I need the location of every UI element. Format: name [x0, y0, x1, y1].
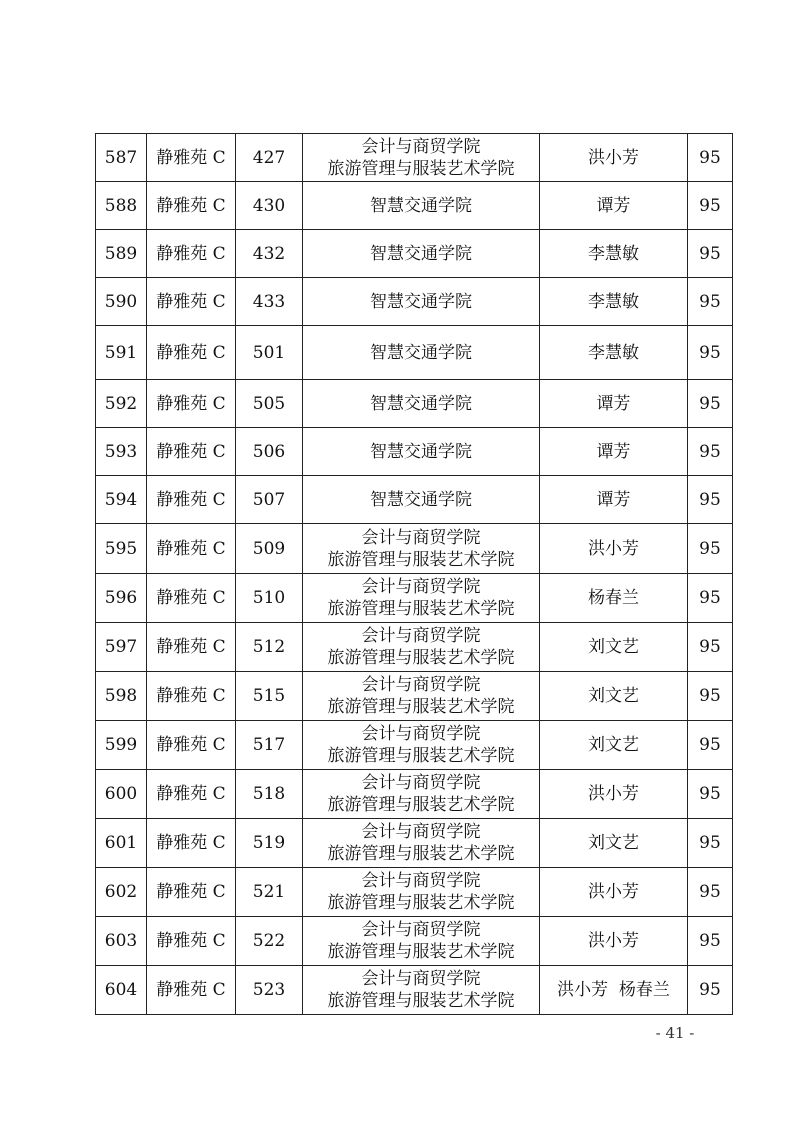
cell-college — [303, 672, 540, 721]
college-name: 旅游管理与服装艺术学院 — [327, 549, 515, 570]
cell-score: 95 — [688, 134, 733, 182]
cell-room: 430 — [236, 182, 303, 230]
cell-teacher: 洪小芳 — [540, 134, 688, 182]
college-name: 会计与商贸学院 — [361, 773, 481, 793]
college-name: 会计与商贸学院 — [361, 136, 481, 157]
cell-building: 静雅苑 C — [147, 868, 236, 917]
cell-number: 602 — [96, 868, 147, 917]
cell-teacher: 刘文艺 — [540, 721, 688, 770]
cell-teacher: 洪小芳 — [540, 917, 688, 966]
cell-number: 588 — [96, 182, 147, 230]
college-name: 智慧交通学院 — [370, 489, 472, 510]
cell-score: 95 — [688, 428, 733, 476]
table-row — [96, 326, 733, 380]
table-row — [96, 428, 733, 476]
table-row — [96, 672, 733, 721]
cell-score: 95 — [688, 672, 733, 721]
cell-building: 静雅苑 C — [147, 721, 236, 770]
cell-room: 505 — [236, 380, 303, 428]
cell-building: 静雅苑 C — [147, 917, 236, 966]
cell-room: 432 — [236, 230, 303, 278]
college-name: 会计与商贸学院 — [361, 920, 481, 940]
college-name: 旅游管理与服装艺术学院 — [327, 648, 515, 668]
table-body — [96, 134, 733, 1015]
cell-teacher: 李慧敏 — [540, 326, 688, 380]
cell-score: 95 — [688, 278, 733, 326]
cell-college — [303, 476, 540, 524]
college-name: 会计与商贸学院 — [361, 577, 481, 597]
cell-score: 95 — [688, 819, 733, 868]
cell-score: 95 — [688, 574, 733, 623]
cell-room: 501 — [236, 326, 303, 380]
table-row — [96, 770, 733, 819]
cell-teacher: 洪小芳 — [540, 524, 688, 574]
cell-score: 95 — [688, 770, 733, 819]
cell-score: 95 — [688, 623, 733, 672]
cell-teacher: 谭芳 — [540, 476, 688, 524]
cell-room: 519 — [236, 819, 303, 868]
cell-college — [303, 623, 540, 672]
college-name: 旅游管理与服装艺术学院 — [327, 599, 515, 619]
cell-number: 595 — [96, 524, 147, 574]
table-row — [96, 278, 733, 326]
cell-number: 600 — [96, 770, 147, 819]
cell-teacher: 刘文艺 — [540, 623, 688, 672]
cell-score: 95 — [688, 380, 733, 428]
cell-teacher: 刘文艺 — [540, 819, 688, 868]
cell-building: 静雅苑 C — [147, 380, 236, 428]
cell-teacher: 李慧敏 — [540, 230, 688, 278]
table-row — [96, 182, 733, 230]
cell-number: 597 — [96, 623, 147, 672]
cell-number: 589 — [96, 230, 147, 278]
cell-room: 509 — [236, 524, 303, 574]
cell-room: 512 — [236, 623, 303, 672]
cell-building: 静雅苑 C — [147, 278, 236, 326]
cell-building: 静雅苑 C — [147, 230, 236, 278]
cell-college — [303, 428, 540, 476]
cell-building: 静雅苑 C — [147, 623, 236, 672]
cell-building: 静雅苑 C — [147, 182, 236, 230]
cell-room: 427 — [236, 134, 303, 182]
college-name: 旅游管理与服装艺术学院 — [327, 844, 515, 864]
cell-number: 587 — [96, 134, 147, 182]
cell-score: 95 — [688, 476, 733, 524]
college-name: 会计与商贸学院 — [361, 969, 481, 989]
cell-score: 95 — [688, 966, 733, 1015]
cell-number: 598 — [96, 672, 147, 721]
college-name: 旅游管理与服装艺术学院 — [327, 893, 515, 913]
table-row — [96, 476, 733, 524]
cell-building: 静雅苑 C — [147, 574, 236, 623]
cell-score: 95 — [688, 182, 733, 230]
dormitory-inspection-table — [95, 133, 733, 1015]
cell-number: 590 — [96, 278, 147, 326]
cell-score: 95 — [688, 230, 733, 278]
cell-college — [303, 574, 540, 623]
college-name: 旅游管理与服装艺术学院 — [327, 991, 515, 1011]
table-row — [96, 917, 733, 966]
table-row — [96, 380, 733, 428]
cell-college — [303, 868, 540, 917]
cell-number: 592 — [96, 380, 147, 428]
cell-room: 517 — [236, 721, 303, 770]
cell-building: 静雅苑 C — [147, 672, 236, 721]
cell-building: 静雅苑 C — [147, 770, 236, 819]
cell-teacher: 谭芳 — [540, 428, 688, 476]
college-name: 会计与商贸学院 — [361, 724, 481, 744]
college-name: 旅游管理与服装艺术学院 — [327, 746, 515, 766]
cell-college — [303, 182, 540, 230]
cell-teacher: 洪小芳 — [540, 770, 688, 819]
cell-college — [303, 326, 540, 380]
table-row — [96, 574, 733, 623]
table-row — [96, 134, 733, 182]
table-row — [96, 721, 733, 770]
cell-room: 515 — [236, 672, 303, 721]
college-name: 会计与商贸学院 — [361, 822, 481, 842]
cell-building: 静雅苑 C — [147, 966, 236, 1015]
table-row — [96, 819, 733, 868]
college-name: 智慧交通学院 — [370, 291, 472, 312]
college-name: 旅游管理与服装艺术学院 — [327, 795, 515, 815]
cell-college — [303, 380, 540, 428]
cell-teacher: 谭芳 — [540, 182, 688, 230]
cell-room: 433 — [236, 278, 303, 326]
cell-room: 507 — [236, 476, 303, 524]
cell-score: 95 — [688, 326, 733, 380]
cell-teacher: 洪小芳 杨春兰 — [540, 966, 688, 1015]
cell-college — [303, 278, 540, 326]
cell-teacher: 谭芳 — [540, 380, 688, 428]
cell-building: 静雅苑 C — [147, 134, 236, 182]
college-name: 旅游管理与服装艺术学院 — [327, 158, 515, 179]
cell-room: 510 — [236, 574, 303, 623]
cell-room: 523 — [236, 966, 303, 1015]
cell-college — [303, 819, 540, 868]
cell-score: 95 — [688, 917, 733, 966]
cell-building: 静雅苑 C — [147, 524, 236, 574]
college-name: 会计与商贸学院 — [361, 527, 481, 548]
table-row — [96, 868, 733, 917]
cell-building: 静雅苑 C — [147, 428, 236, 476]
cell-number: 604 — [96, 966, 147, 1015]
college-name: 会计与商贸学院 — [361, 675, 481, 695]
cell-number: 599 — [96, 721, 147, 770]
cell-number: 596 — [96, 574, 147, 623]
cell-score: 95 — [688, 524, 733, 574]
cell-number: 593 — [96, 428, 147, 476]
cell-room: 522 — [236, 917, 303, 966]
college-name: 智慧交通学院 — [370, 243, 472, 264]
cell-number: 594 — [96, 476, 147, 524]
cell-teacher: 杨春兰 — [540, 574, 688, 623]
table-row — [96, 966, 733, 1015]
cell-college — [303, 524, 540, 574]
cell-college — [303, 230, 540, 278]
cell-building: 静雅苑 C — [147, 326, 236, 380]
cell-college — [303, 134, 540, 182]
cell-score: 95 — [688, 721, 733, 770]
cell-college — [303, 770, 540, 819]
cell-teacher: 刘文艺 — [540, 672, 688, 721]
college-name: 旅游管理与服装艺术学院 — [327, 697, 515, 717]
table-row — [96, 623, 733, 672]
cell-teacher: 洪小芳 — [540, 868, 688, 917]
cell-number: 603 — [96, 917, 147, 966]
page-number: - 41 - — [655, 1024, 695, 1042]
cell-number: 591 — [96, 326, 147, 380]
college-name: 智慧交通学院 — [370, 342, 472, 363]
college-name: 智慧交通学院 — [370, 441, 472, 462]
college-name: 智慧交通学院 — [370, 195, 472, 216]
table-row — [96, 230, 733, 278]
cell-room: 518 — [236, 770, 303, 819]
cell-college — [303, 721, 540, 770]
cell-room: 506 — [236, 428, 303, 476]
cell-teacher: 李慧敏 — [540, 278, 688, 326]
cell-building: 静雅苑 C — [147, 819, 236, 868]
cell-room: 521 — [236, 868, 303, 917]
college-name: 会计与商贸学院 — [361, 871, 481, 891]
college-name: 会计与商贸学院 — [361, 626, 481, 646]
cell-college — [303, 917, 540, 966]
cell-number: 601 — [96, 819, 147, 868]
college-name: 旅游管理与服装艺术学院 — [327, 942, 515, 962]
table-row — [96, 524, 733, 574]
cell-score: 95 — [688, 868, 733, 917]
cell-building: 静雅苑 C — [147, 476, 236, 524]
cell-college — [303, 966, 540, 1015]
college-name: 智慧交通学院 — [370, 393, 472, 414]
